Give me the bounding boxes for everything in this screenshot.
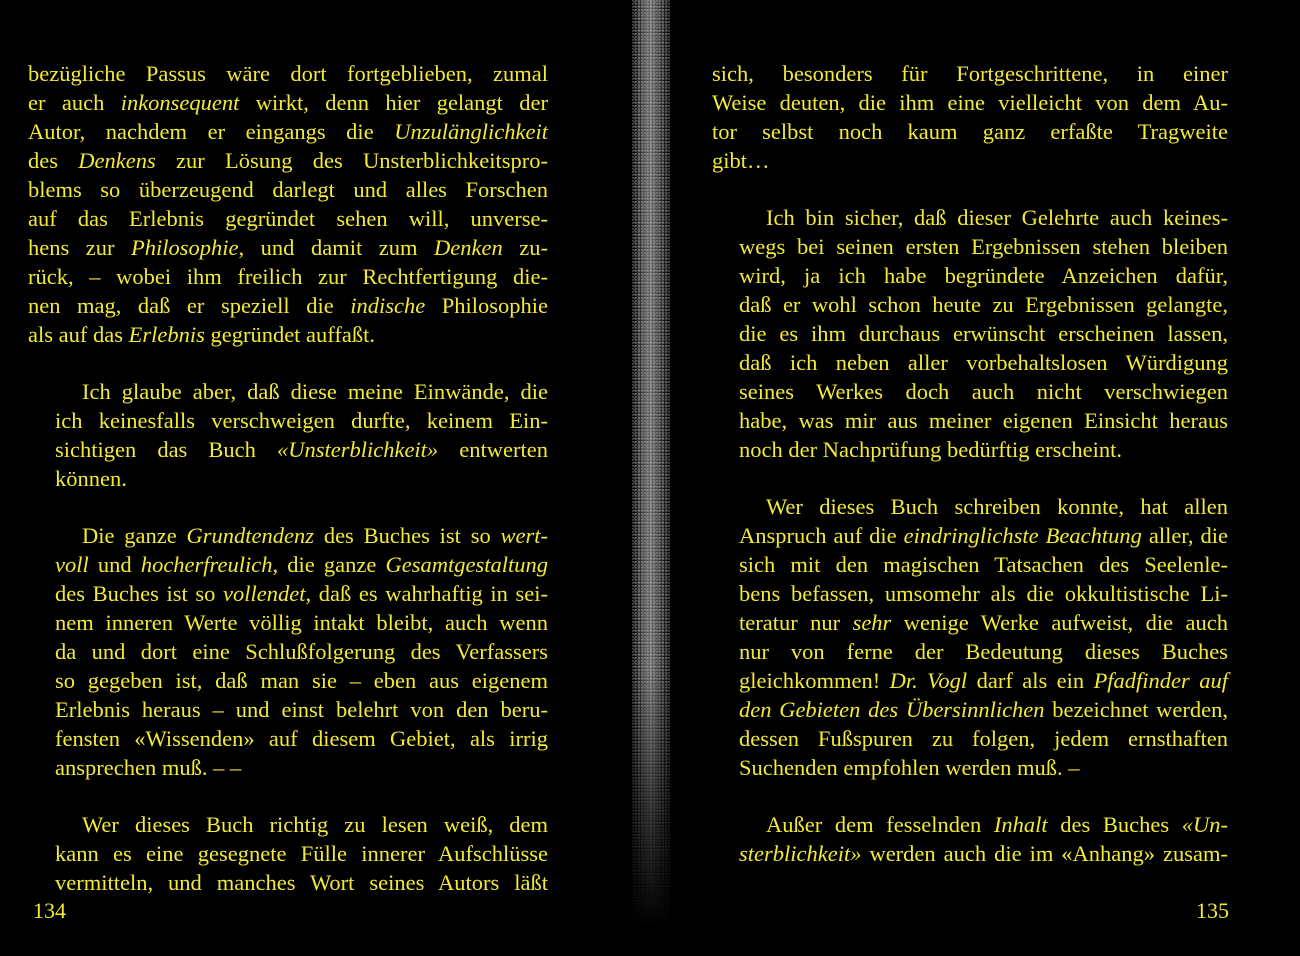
text-line <box>712 146 1228 175</box>
text-segment: blems so überzeugend darlegt und alles Forschen <box>28 177 548 202</box>
text-segment: , daß es wahrhaftig in sei- <box>305 581 548 606</box>
italic-text: Erlebnis <box>128 322 205 347</box>
text-segment: darf als ein <box>967 668 1094 693</box>
italic-text: hocherfreulich <box>140 552 273 577</box>
text-segment: gibt… <box>712 148 770 173</box>
text-segment: und <box>88 552 141 577</box>
text-segment: sich, besonders für Fortgeschrittene, in einer <box>712 61 1228 86</box>
text-segment: , die ganze <box>272 552 386 577</box>
text-segment: daß ich neben aller vorbehaltslosen Würdigung <box>739 350 1228 375</box>
text-line <box>28 695 548 724</box>
left-page <box>28 59 548 925</box>
italic-text: sterblichkeit» <box>739 841 862 866</box>
text-line <box>712 695 1228 724</box>
text-segment: rück, – wobei ihm freilich zur Rechtfertigung die- <box>28 264 548 289</box>
text-line <box>712 724 1228 753</box>
text-line <box>712 88 1228 117</box>
text-segment: kann es eine gesegnete Fülle innerer Aufschlüsse <box>55 841 548 866</box>
text-segment: des Buches ist so <box>314 523 501 548</box>
text-segment: des <box>28 148 79 173</box>
text-line <box>712 348 1228 377</box>
text-segment: habe, was mir aus meiner eigenen Einsicht heraus <box>739 408 1228 433</box>
text-line <box>28 204 548 233</box>
text-line <box>712 377 1228 406</box>
text-segment: entwerten <box>438 437 548 462</box>
text-segment: gegründet auffaßt. <box>204 322 375 347</box>
text-line <box>28 550 548 579</box>
text-segment: seines Werkes doch auch nicht verschwiegen <box>739 379 1228 404</box>
text-segment: nen mag, daß er speziell die <box>28 293 351 318</box>
text-line <box>28 88 548 117</box>
text-line <box>712 290 1228 319</box>
text-segment: des Buches ist so <box>55 581 224 606</box>
text-line <box>712 810 1228 839</box>
italic-text: Gesamtgestaltung <box>385 552 548 577</box>
page-number-left: 134 <box>33 898 66 923</box>
text-segment: vermitteln, und manches Wort seines Autors läßt <box>55 870 548 895</box>
text-segment: zur Lösung des Unsterblichkeitspro- <box>155 148 548 173</box>
text-line <box>712 753 1228 782</box>
paragraph <box>28 377 548 493</box>
text-segment: Wer dieses Buch schreiben konnte, hat allen <box>766 494 1228 519</box>
text-line <box>712 203 1228 232</box>
text-line <box>28 435 548 464</box>
italic-text: wert- <box>500 523 548 548</box>
text-line <box>28 521 548 550</box>
text-segment: dessen Fußspuren zu folgen, jedem ernsthaften <box>739 726 1228 751</box>
text-line <box>712 435 1228 464</box>
text-segment: bens befassen, umsomehr als die okkultistische Li- <box>739 581 1228 606</box>
text-segment: tor selbst noch kaum ganz erfaßte Tragweite <box>712 119 1228 144</box>
text-segment: können. <box>55 466 127 491</box>
paragraph <box>712 810 1228 868</box>
text-segment: Autor, nachdem er eingangs die <box>28 119 395 144</box>
italic-text: «Un- <box>1181 812 1229 837</box>
text-segment: so gegeben ist, daß man sie – eben aus eigenem <box>55 668 548 693</box>
text-segment: daß er wohl schon heute zu Ergebnissen gelangte, <box>739 292 1228 317</box>
text-line <box>712 608 1228 637</box>
text-segment: werden auch die im «Anhang» zusam- <box>861 841 1228 866</box>
italic-text: Denken <box>434 235 503 260</box>
text-segment: Anspruch auf die <box>739 523 904 548</box>
italic-text: sehr <box>852 610 892 635</box>
text-line <box>712 637 1228 666</box>
text-segment: aller, die <box>1141 523 1228 548</box>
text-segment: da und dort eine Schlußfolgerung des Verfassers <box>55 639 548 664</box>
text-segment: nur von ferne der Bedeutung dieses Buches <box>739 639 1228 664</box>
text-segment: wirkt, denn hier gelangt der <box>239 90 549 115</box>
text-line <box>28 377 548 406</box>
text-segment: Philosophie <box>425 293 548 318</box>
italic-text: Unzulänglichkeit <box>394 119 548 144</box>
text-line <box>712 666 1228 695</box>
text-line <box>712 579 1228 608</box>
text-segment: noch der Nachprüfung bedürftig erscheint. <box>739 437 1122 462</box>
text-segment: zu- <box>502 235 548 260</box>
text-line <box>28 724 548 753</box>
text-line <box>712 492 1228 521</box>
italic-text: Pfadfinder auf <box>1093 668 1228 693</box>
text-segment: wenige Werke aufweist, die auch <box>891 610 1228 635</box>
text-line <box>28 839 548 868</box>
text-line <box>712 550 1228 579</box>
text-segment: bezügliche Passus wäre dort fortgeblieben, zumal <box>28 61 548 86</box>
text-segment: Erlebnis heraus – und einst belehrt von den beru- <box>55 697 548 722</box>
paragraph <box>712 59 1228 175</box>
text-segment: nem inneren Werte völlig intakt bleibt, auch wenn <box>55 610 548 635</box>
text-segment: Wer dieses Buch richtig zu lesen weiß, dem <box>82 812 548 837</box>
italic-text: Philosophie <box>131 235 239 260</box>
text-segment: , und damit zum <box>238 235 435 260</box>
text-line <box>28 406 548 435</box>
text-line <box>28 117 548 146</box>
italic-text: voll <box>55 552 89 577</box>
italic-text: Dr. Vogl <box>889 668 968 693</box>
text-line <box>712 261 1228 290</box>
text-segment: bezeichnet werden, <box>1044 697 1228 722</box>
text-line <box>28 146 548 175</box>
text-line <box>28 320 548 349</box>
text-segment: wird, ja ich habe begründete Anzeichen dafür, <box>739 263 1228 288</box>
text-segment: teratur nur <box>739 610 853 635</box>
text-segment: hens zur <box>28 235 132 260</box>
text-segment: des Buches <box>1047 812 1182 837</box>
paragraph <box>28 521 548 782</box>
text-segment: als auf das <box>28 322 129 347</box>
text-segment: Außer dem fesselnden <box>766 812 994 837</box>
text-line <box>28 810 548 839</box>
text-segment: er auch <box>28 90 121 115</box>
text-line <box>28 753 548 782</box>
text-segment: Suchenden empfohlen werden muß. – <box>739 755 1080 780</box>
italic-text: indische <box>350 293 426 318</box>
text-segment: sich mit den magischen Tatsachen des Seelenle- <box>739 552 1228 577</box>
text-segment: sichtigen das Buch <box>55 437 277 462</box>
text-segment: fensten «Wissenden» auf diesem Gebiet, als irrig <box>55 726 548 751</box>
text-line <box>712 232 1228 261</box>
paragraph <box>28 810 548 897</box>
italic-text: eindringlichste Beachtung <box>903 523 1142 548</box>
text-segment: ich keinesfalls verschweigen durfte, keinem Ein- <box>55 408 548 433</box>
page-number-right: 135 <box>1196 898 1229 923</box>
text-line <box>712 521 1228 550</box>
text-line <box>712 59 1228 88</box>
text-line <box>28 637 548 666</box>
text-line <box>28 291 548 320</box>
text-line <box>712 319 1228 348</box>
text-line <box>28 262 548 291</box>
text-segment: Die ganze <box>82 523 187 548</box>
italic-text: Inhalt <box>993 812 1048 837</box>
text-line <box>28 464 548 493</box>
text-line <box>28 666 548 695</box>
text-line <box>712 839 1228 868</box>
right-page <box>712 59 1228 896</box>
italic-text: Denkens <box>78 148 156 173</box>
italic-text: «Unsterblichkeit» <box>276 437 439 462</box>
text-line <box>28 868 548 897</box>
text-line <box>28 579 548 608</box>
text-line <box>712 117 1228 146</box>
text-line <box>28 233 548 262</box>
text-line <box>28 608 548 637</box>
text-segment: auf das Erlebnis gegründet sehen will, unverse- <box>28 206 548 231</box>
paragraph <box>28 59 548 349</box>
text-segment: Weise deuten, die ihm eine vielleicht von dem Au- <box>712 90 1228 115</box>
text-segment: wegs bei seinen ersten Ergebnissen stehen bleiben <box>739 234 1228 259</box>
text-segment: die es ihm durchaus erwünscht erscheinen lassen, <box>739 321 1228 346</box>
text-segment: ansprechen muß. – – <box>55 755 242 780</box>
text-line <box>712 406 1228 435</box>
text-line <box>28 59 548 88</box>
italic-text: den Gebieten des Übersinnlichen <box>739 697 1045 722</box>
italic-text: vollendet <box>223 581 306 606</box>
text-segment: gleichkommen! <box>739 668 890 693</box>
book-gutter <box>632 0 670 956</box>
italic-text: inkonsequent <box>120 90 240 115</box>
text-line <box>28 175 548 204</box>
text-segment: Ich bin sicher, daß dieser Gelehrte auch keines- <box>766 205 1228 230</box>
text-segment: Ich glaube aber, daß diese meine Einwände, die <box>82 379 548 404</box>
paragraph <box>712 203 1228 464</box>
italic-text: Grundtendenz <box>186 523 315 548</box>
paragraph <box>712 492 1228 782</box>
